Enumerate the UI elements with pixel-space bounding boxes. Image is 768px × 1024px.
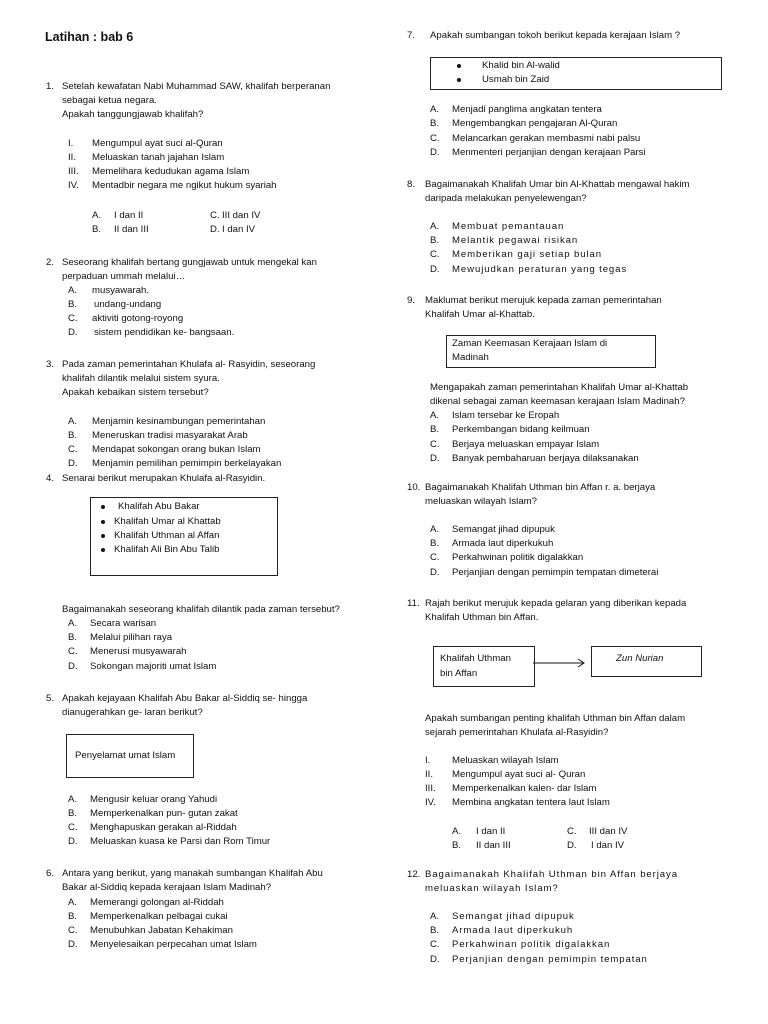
option-letter: A. [430,524,440,535]
page-title: Latihan : bab 6 [45,30,134,44]
option-text: Memperkenalkan pelbagai cukai [90,911,228,922]
option-letter: A. [430,911,440,922]
option-letter: D. [567,840,577,851]
option-letter: A. [430,221,440,232]
question-stem: daripada melakukan penyelewengan? [425,193,587,204]
question-number: 8. [407,179,416,190]
option-letter: D. [68,458,78,469]
question-number: 3. [46,359,55,370]
statement-item: Memelihara kedudukan agama Islam [92,166,250,177]
option-text: Berjaya meluaskan empayar Islam [452,439,600,450]
option-letter: C. [567,826,577,837]
option-text: Membuat pemantauan [452,221,565,232]
question-stem: Khalifah Uthman bin Affan. [425,612,539,623]
option-text: I dan II [476,826,506,837]
option-text: Menjamin pemilihan pemimpin berkelayakan [92,458,282,469]
bullet-icon [101,505,105,509]
question-stem: Rajah berikut merujuk kepada gelaran yang diberikan kepada [425,598,687,609]
option-text: III dan IV [222,210,261,221]
question-prompt: Bagaimanakah seseorang khalifah dilantik pada zaman tersebut? [62,604,340,615]
question-stem: Bagaimanakah Khalifah Uthman bin Affan berjaya [425,869,678,880]
question-stem: Pada zaman pemerintahan Khulafa al- Rasyidin, seseorang [62,359,316,370]
option-text: aktiviti gotong-royong [92,313,184,324]
option-text: Meneruskan tradisi masyarakat Arab [92,430,248,441]
arrow-icon [533,657,591,669]
option-text: Mengembangkan pengajaran Al-Quran [452,118,618,129]
roman-numeral: I. [425,755,431,766]
option-text: Meluaskan kuasa ke Parsi dan Rom Timur [90,836,271,847]
option-letter: A. [68,897,78,908]
question-stem: Apakah tanggungjawab khalifah? [62,109,204,120]
roman-numeral: II. [425,769,433,780]
question-stem: Apakah sumbangan tokoh berikut kepada kerajaan Islam ? [430,30,681,41]
question-number: 2. [46,257,55,268]
option-letter: A. [68,794,78,805]
question-stem: Senarai berikut merupakan Khulafa al-Rasyidin. [62,473,266,484]
option-text: Banyak pembaharuan berjaya dilaksanakan [452,453,639,464]
question-stem: perpaduan ummah melalui… [62,271,186,282]
option-text: I dan II [114,210,144,221]
option-letter: C. [68,822,78,833]
option-text: Memerangi golongan al-Riddah [90,897,224,908]
option-letter: B. [68,808,78,819]
question-number: 10. [407,482,421,493]
option-text: Perjanjian dengan pemimpin tempatan [452,954,648,965]
option-text: Melantik pegawai risikan [452,235,579,246]
option-text: Mendapat sokongan orang bukan Islam [92,444,261,455]
question-stem: Bagaimanakah Khalifah Umar bin Al-Khattab mengawal hakim [425,179,690,190]
question-number: 1. [46,81,55,92]
question-prompt: Mengapakah zaman pemerintahan Khalifah Umar al-Khattab [430,382,689,393]
question-stem: Bagaimanakah Khalifah Uthman bin Affan r. a. berjaya [425,482,656,493]
list-item: Khalid bin Al-walid [482,60,560,71]
bullet-icon [457,64,461,68]
statement-item: Mengumpul ayat suci al- Quran [452,769,586,780]
option-letter: C. [68,444,78,455]
option-text: Secara warisan [90,618,157,629]
option-letter: C. [430,249,440,260]
diagram-text: Khalifah Uthman [440,653,511,664]
option-letter: C. [68,313,78,324]
option-text: Armada laut diperkukuh [452,925,574,936]
option-letter: B. [430,424,440,435]
diagram-text: bin Affan [440,668,478,679]
option-letter: B. [68,299,78,310]
option-letter: C. [430,552,440,563]
option-letter: C. [430,939,440,950]
roman-numeral: IV. [425,797,436,808]
box-text: Zaman Keemasan Kerajaan Islam di [452,338,608,349]
option-text: Perkahwinan politik digalakkan [452,939,611,950]
diagram-text: Zun Nurian [616,653,664,664]
option-text: I dan IV [591,840,625,851]
roman-numeral: I. [68,138,74,149]
question-stem: Khalifah Umar al-Khattab. [425,309,535,320]
question-stem: meluaskan wilayah Islam? [425,883,559,894]
option-letter: D. [68,661,78,672]
option-text: Menjamin kesinambungan pemerintahan [92,416,266,427]
list-item: Usmah bin Zaid [482,74,550,85]
question-stem: sebagai ketua negara. [62,95,157,106]
question-number: 6. [46,868,55,879]
question-prompt: Apakah sumbangan penting khalifah Uthman bin Affan dalam [425,713,686,724]
option-letter: B. [430,925,440,936]
option-letter: D. [430,954,440,965]
question-number: 9. [407,295,416,306]
option-text: Menmenteri perjanjian dengan kerajaan Parsi [452,147,646,158]
option-letter: B. [430,538,440,549]
bullet-icon [457,78,461,82]
option-letter: D. [68,327,78,338]
option-letter: C. [68,925,78,936]
question-stem: Apakah kejayaan Khalifah Abu Bakar al-Siddiq se- hingga [62,693,308,704]
option-letter: A. [68,618,78,629]
question-stem: dianugerahkan ge- laran berikut? [62,707,203,718]
option-text: III dan IV [589,826,628,837]
option-text: Menjadi panglima angkatan tentera [452,104,602,115]
list-item: Khalifah Umar al Khattab [114,516,221,527]
option-letter: C. [430,439,440,450]
question-number: 12. [407,869,421,880]
question-stem: meluaskan wilayah Islam? [425,496,537,507]
question-number: 5. [46,693,55,704]
option-text: Perkahwinan politik digalakkan [452,552,584,563]
statement-item: Mentadbir negara me ngikut hukum syariah [92,180,277,191]
option-letter: B. [68,632,78,643]
option-letter: D. [210,224,220,235]
question-number: 11. [407,598,420,609]
option-text: Semangat jihad dipupuk [452,911,575,922]
option-text: Mengusir keluar orang Yahudi [90,794,218,805]
option-text: Perkembangan bidang keilmuan [452,424,590,435]
option-letter: A. [92,210,102,221]
question-prompt: sejarah pemerintahan Khulafa al-Rasyidin? [425,727,609,738]
option-letter: A. [430,410,440,421]
box-text: Penyelamat umat Islam [75,750,176,761]
bullet-icon [101,534,105,538]
option-letter: A. [430,104,440,115]
question-stem: Maklumat berikut merujuk kepada zaman pemerintahan [425,295,662,306]
option-text: Menubuhkan Jabatan Kehakiman [90,925,233,936]
option-text: Melancarkan gerakan membasmi nabi palsu [452,133,641,144]
option-letter: D. [68,939,78,950]
option-letter: B. [452,840,462,851]
question-stem: Seseorang khalifah bertang gungjawab untuk mengekal kan [62,257,317,268]
question-prompt: dikenal sebagai zaman keemasan kerajaan Islam Madinah? [430,396,685,407]
question-stem: Setelah kewafatan Nabi Muhammad SAW, khalifah berperanan [62,81,331,92]
option-text: Memperkenalkan pun- gutan zakat [90,808,238,819]
option-letter: A. [68,416,78,427]
option-text: Semangat jihad dipupuk [452,524,555,535]
roman-numeral: II. [68,152,76,163]
option-letter: B. [92,224,102,235]
box-text: Madinah [452,352,489,363]
option-text: Melalui pilihan raya [90,632,173,643]
option-letter: B. [430,118,440,129]
option-text: II dan III [476,840,511,851]
roman-numeral: IV. [68,180,79,191]
roman-numeral: III. [68,166,79,177]
statement-item: Membina angkatan tentera laut Islam [452,797,610,808]
list-item: Khalifah Ali Bin Abu Talib [114,544,220,555]
statement-item: Meluaskan wilayah Islam [452,755,559,766]
option-text: musyawarah. [92,285,150,296]
option-letter: D. [430,264,440,275]
statement-item: Meluaskan tanah jajahan Islam [92,152,225,163]
statement-item: Memperkenalkan kalen- dar Islam [452,783,597,794]
option-letter: B. [430,235,440,246]
option-text: Islam tersebar ke Eropah [452,410,560,421]
option-text: Menerusi musyawarah [90,646,187,657]
option-text: Armada laut diperkukuh [452,538,554,549]
question-stem: Antara yang berikut, yang manakah sumbangan Khalifah Abu [62,868,323,879]
statement-item: Mengumpul ayat suci al-Quran [92,138,223,149]
question-stem: khalifah dilantik melalui sistem syura. [62,373,220,384]
question-stem: Apakah kebaikan sistem tersebut? [62,387,209,398]
roman-numeral: III. [425,783,436,794]
option-letter: D. [68,836,78,847]
bullet-icon [101,548,105,552]
option-letter: A. [452,826,462,837]
question-number: 7. [407,30,416,41]
bullet-icon [101,520,105,524]
option-letter: C. [430,133,440,144]
option-letter: D. [430,453,440,464]
list-item: Khalifah Abu Bakar [118,501,200,512]
option-text: Menyelesaikan perpecahan umat Islam [90,939,257,950]
question-number: 4. [46,473,55,484]
option-letter: A. [68,285,78,296]
option-text: Perjanjian dengan pemimpin tempatan dimeterai [452,567,659,578]
figures-box [430,57,722,90]
option-text: II dan III [114,224,149,235]
option-text: Sokongan majoriti umat Islam [90,661,217,672]
option-letter: C. [68,646,78,657]
option-text: sistem pendidikan ke- bangsaan. [94,327,235,338]
option-text: I dan IV [222,224,256,235]
option-letter: D. [430,147,440,158]
option-letter: C. [210,210,220,221]
option-letter: D. [430,567,440,578]
option-text: Memberikan gaji setiap bulan [452,249,602,260]
option-letter: B. [68,911,78,922]
question-stem: Bakar al-Siddiq kepada kerajaan Islam Madinah? [62,882,272,893]
option-text: Mewujudkan peraturan yang tegas [452,264,628,275]
option-text: undang-undang [94,299,162,310]
option-letter: B. [68,430,78,441]
option-text: Menghapuskan gerakan al-Riddah [90,822,237,833]
list-item: Khalifah Uthman al Affan [114,530,220,541]
